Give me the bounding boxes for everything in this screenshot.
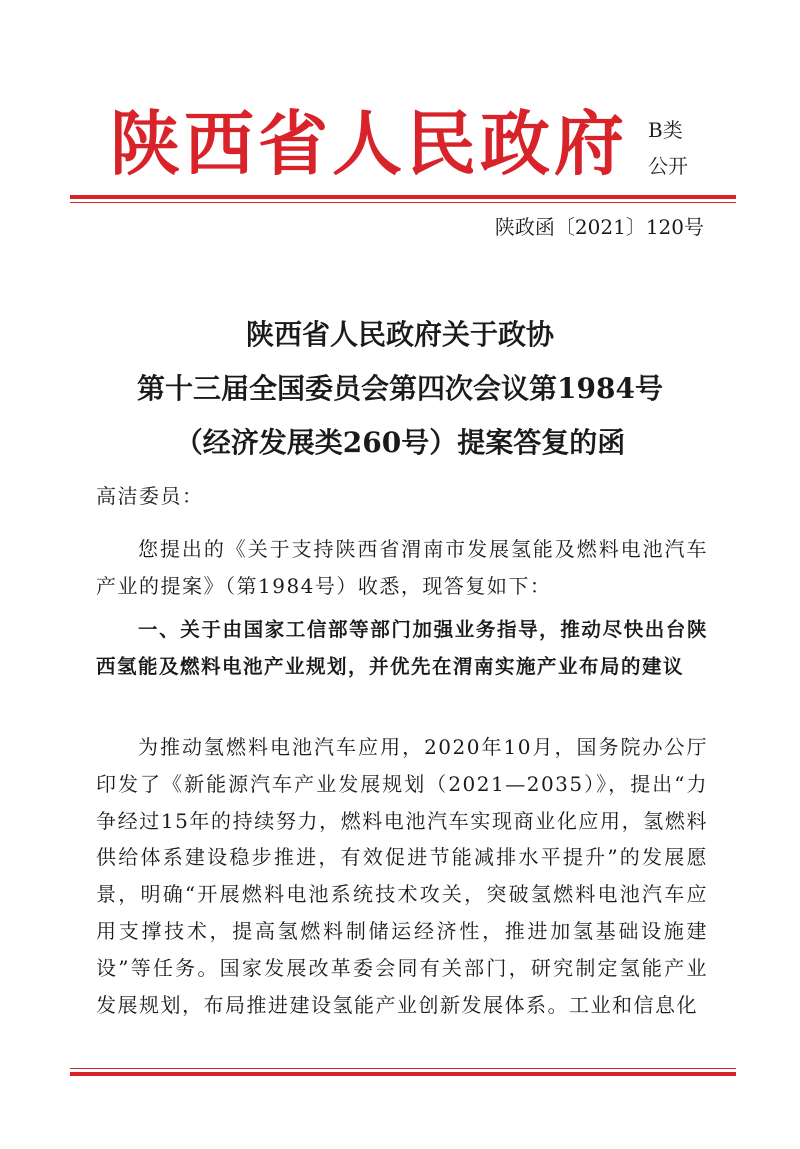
document-number: 陕政函〔2021〕120号 — [494, 215, 704, 239]
header-rule-thin — [70, 202, 736, 203]
title-line-1: 陕西省人民政府关于政协 — [245, 318, 554, 351]
title-line-3: （经济发展类260号）提案答复的函 — [174, 426, 626, 459]
salutation: 高洁委员： — [96, 484, 204, 508]
header-rule-thick — [70, 195, 736, 199]
title-line-2: 第十三届全国委员会第四次会议第1984号 — [137, 372, 663, 405]
footer-rule-thin — [70, 1068, 736, 1069]
issuer-masthead: 陕西省人民政府 — [110, 102, 628, 185]
classification-block — [648, 112, 688, 184]
disclosure-level: 公开 — [648, 154, 688, 178]
section-heading-1: 一、关于由国家工信部等部门加强业务指导，推动尽快出台陕西氢能及燃料电池产业规划，并优先在渭南实施产业布局的建议 — [96, 618, 708, 678]
body-paragraph-1: 为推动氢燃料电池汽车应用，2020年10月，国务院办公厅印发了《新能源汽车产业发展规划（2021—2035）》，提出“力争经过15年的持续努力，燃料电池汽车实现商业化应用，氢燃料供给体系建设稳步推进，有效促进节能减排水平提升”的发展愿景，明确“开展燃料电池系统技术攻关，突破氢燃料电池汽车应用支撑技术，提高氢燃料制储运经济性，推进加氢基础设施建设”等任务。国家发展改革委会同有关部门，研究制定氢能产业发展规划，布局推进建设氢能产业创新发展体系。工业和信息化 — [96, 735, 708, 1017]
document-category: B类 — [648, 118, 683, 142]
intro-paragraph: 您提出的《关于支持陕西省渭南市发展氢能及燃料电池汽车产业的提案》（第1984号）收悉，现答复如下： — [96, 537, 708, 598]
document-title — [60, 308, 740, 470]
footer-rule-thick — [70, 1072, 736, 1076]
